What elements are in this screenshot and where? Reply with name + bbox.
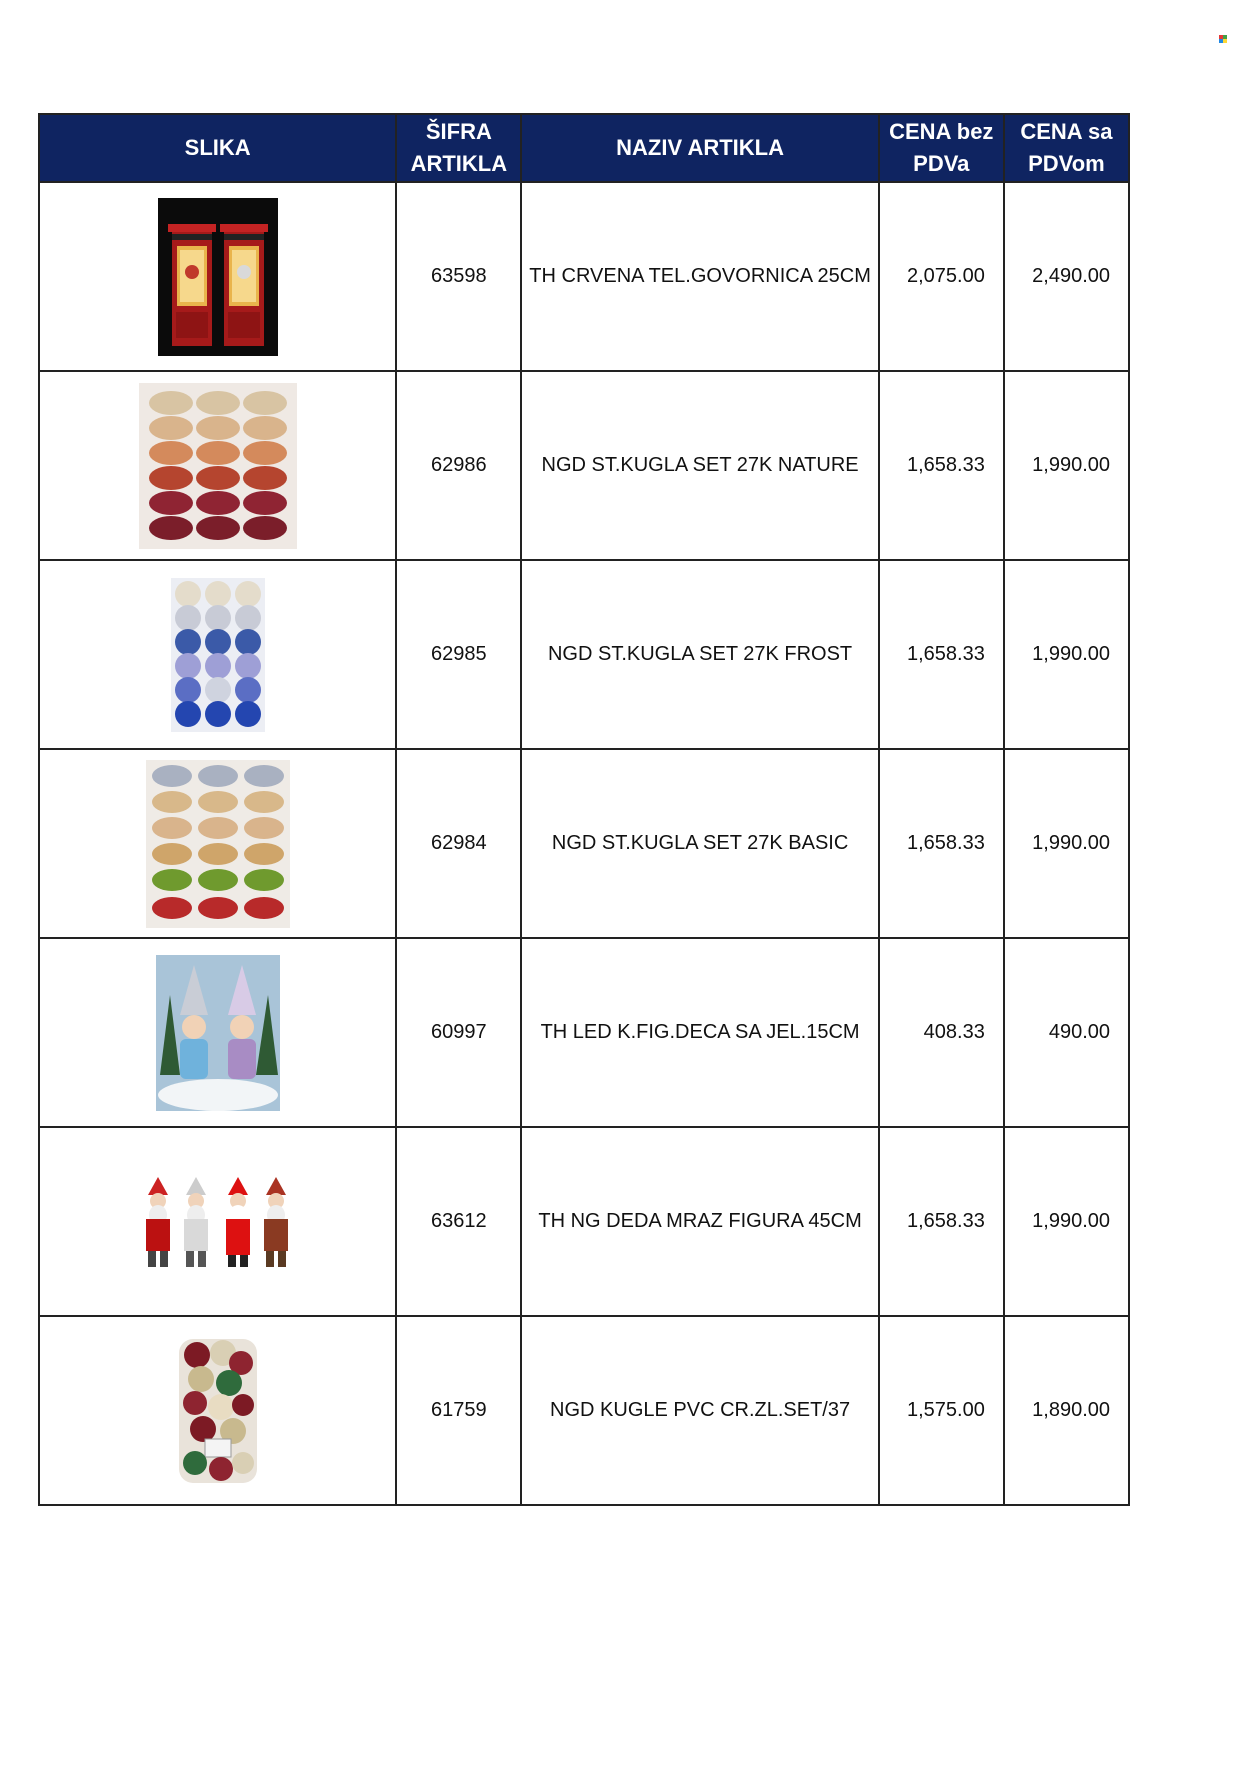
product-code: 62986	[396, 371, 521, 560]
price-with-vat: 1,990.00	[1004, 1127, 1129, 1316]
price-without-vat: 1,658.33	[879, 371, 1004, 560]
table-header-row	[39, 114, 1129, 182]
product-name: NGD ST.KUGLA SET 27K BASIC	[521, 749, 878, 938]
product-price-table	[38, 113, 1130, 1506]
product-image-cell	[39, 182, 396, 371]
table-row	[39, 560, 1129, 749]
product-image-cell	[39, 560, 396, 749]
telephone-booth-photo	[158, 198, 278, 356]
header-price-net: CENA bez PDVa	[879, 114, 1004, 182]
product-name: TH CRVENA TEL.GOVORNICA 25CM	[521, 182, 878, 371]
bauble-set-frost-photo	[171, 578, 265, 732]
table-row	[39, 1127, 1129, 1316]
price-without-vat: 1,575.00	[879, 1316, 1004, 1505]
product-name: NGD ST.KUGLA SET 27K NATURE	[521, 371, 878, 560]
price-with-vat: 1,890.00	[1004, 1316, 1129, 1505]
product-image-cell	[39, 371, 396, 560]
price-without-vat: 408.33	[879, 938, 1004, 1127]
table-row	[39, 1316, 1129, 1505]
product-code: 62984	[396, 749, 521, 938]
price-with-vat: 1,990.00	[1004, 371, 1129, 560]
price-without-vat: 1,658.33	[879, 1127, 1004, 1316]
table-row	[39, 371, 1129, 560]
product-name: NGD KUGLE PVC CR.ZL.SET/37	[521, 1316, 878, 1505]
product-name: NGD ST.KUGLA SET 27K FROST	[521, 560, 878, 749]
product-code: 61759	[396, 1316, 521, 1505]
table-row	[39, 182, 1129, 371]
product-image-cell	[39, 1127, 396, 1316]
product-code: 63612	[396, 1127, 521, 1316]
price-with-vat: 2,490.00	[1004, 182, 1129, 371]
table-row	[39, 749, 1129, 938]
price-without-vat: 2,075.00	[879, 182, 1004, 371]
product-image-cell	[39, 938, 396, 1127]
price-with-vat: 1,990.00	[1004, 749, 1129, 938]
product-name: TH LED K.FIG.DECA SA JEL.15CM	[521, 938, 878, 1127]
price-with-vat: 490.00	[1004, 938, 1129, 1127]
pvc-bauble-tube-photo	[177, 1335, 259, 1487]
product-code: 62985	[396, 560, 521, 749]
corner-logo-mark	[1219, 35, 1228, 44]
header-code: ŠIFRA ARTIKLA	[396, 114, 521, 182]
table-row	[39, 938, 1129, 1127]
product-code: 63598	[396, 182, 521, 371]
bauble-set-nature-photo	[139, 383, 297, 549]
price-without-vat: 1,658.33	[879, 749, 1004, 938]
price-with-vat: 1,990.00	[1004, 560, 1129, 749]
header-price-gross: CENA sa PDVom	[1004, 114, 1129, 182]
product-image-cell	[39, 749, 396, 938]
product-code: 60997	[396, 938, 521, 1127]
price-without-vat: 1,658.33	[879, 560, 1004, 749]
santa-figures-photo	[134, 1167, 302, 1277]
product-name: TH NG DEDA MRAZ FIGURA 45CM	[521, 1127, 878, 1316]
product-image-cell	[39, 1316, 396, 1505]
bauble-set-basic-photo	[146, 760, 290, 928]
header-name: NAZIV ARTIKLA	[521, 114, 878, 182]
header-image: SLIKA	[39, 114, 396, 182]
led-children-figures-photo	[156, 955, 280, 1111]
